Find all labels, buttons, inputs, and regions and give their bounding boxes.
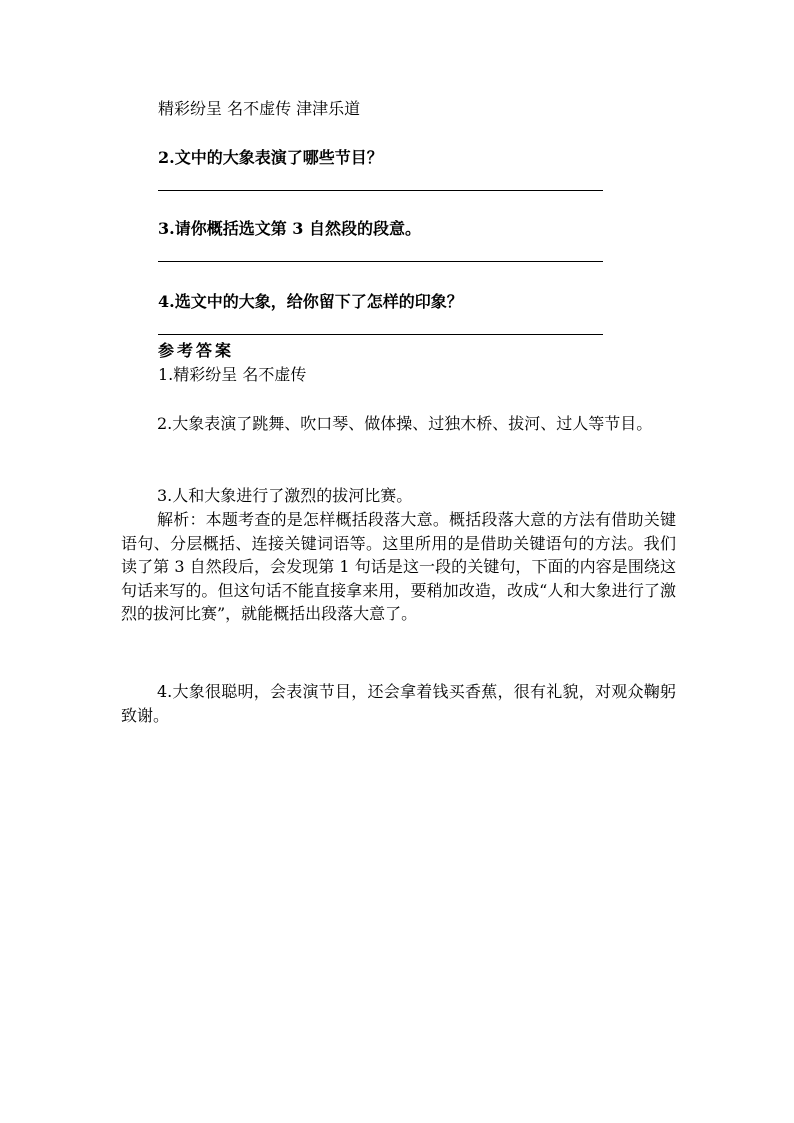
answer-blank-2 [158,190,603,191]
answer-1: 1.精彩纷呈 名不虚传 [158,365,307,384]
answer-4: 4.大象很聪明，会表演节目，还会拿着钱买香蕉，很有礼貌，对观众鞠躬致谢。 [121,682,676,725]
answer-3-analysis: 解析：本题考查的是怎样概括段落大意。概括段落大意的方法有借助关键语句、分层概括、连接关键词语等。这里所用的是借助关键语句的方法。我们读了第 3 自然段后，会发现第 1 句话是这一段的关键句，下面的内容是围绕这句话来写的。但这句话不能直接拿来用，要稍加改造，改成“人和大象进行了激烈的拔河比赛”，就能概括出段落大意了。 [121,510,676,623]
answer-blank-4 [158,334,603,335]
question-3: 3.请你概括选文第 3 自然段的段意。 [158,219,421,238]
question-4: 4.选文中的大象，给你留下了怎样的印象？ [158,292,463,311]
answer-3: 3.人和大象进行了激烈的拔河比赛。 [157,486,413,505]
answers-heading: 参考答案 [158,341,235,360]
q1-options: 精彩纷呈 名不虚传 津津乐道 [158,99,361,118]
question-2: 2.文中的大象表演了哪些节目？ [158,148,383,167]
answer-2: 2.大象表演了跳舞、吹口琴、做体操、过独木桥、拔河、过人等节目。 [157,414,653,433]
answer-blank-3 [158,261,603,262]
